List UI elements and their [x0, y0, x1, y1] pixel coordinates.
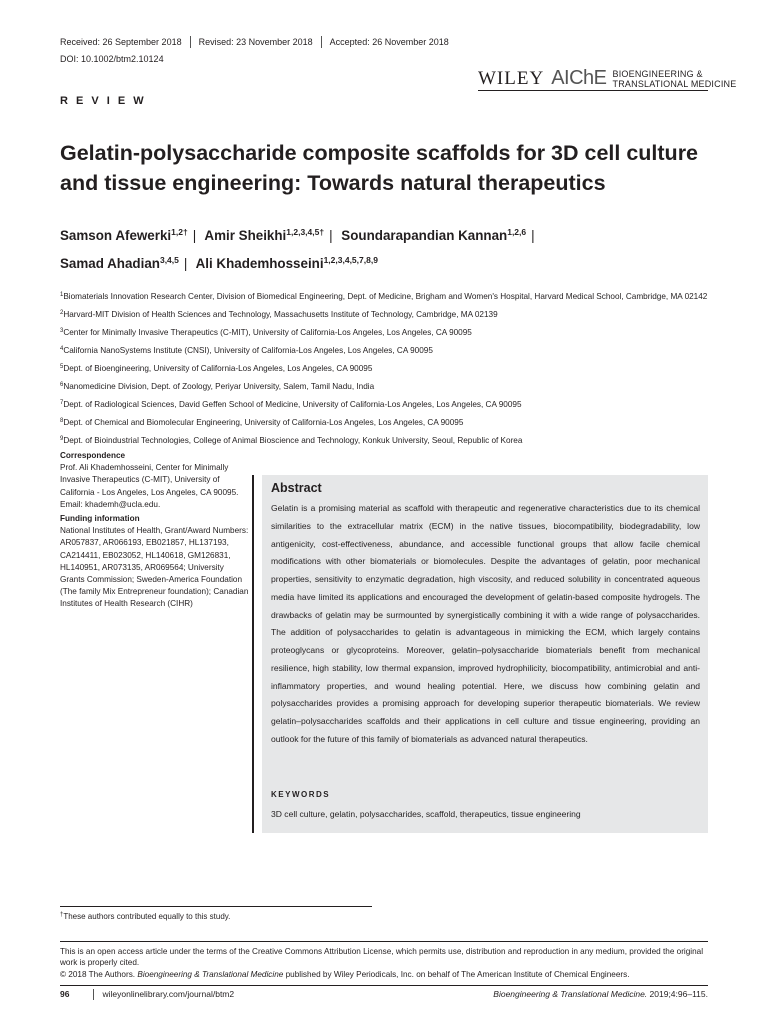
article-info-sidebar [60, 450, 250, 613]
author[interactable]: Ali Khademhosseini$^{1,2,3,4,5,7,8,9}$ [195, 255, 378, 271]
funding-text: National Institutes of Health, Grant/Award Numbers: AR057837, AR066193, EB021857, HL137193, CA214411, EB023052, HL140618, GM126831, HL140951, AR073135, AR069564; University Grants Commission; Sweden-America Foundation (The family Mix Entrepreneur foundation); Canadian Institutes of Health Research (CIHR) [60, 526, 249, 609]
correspondence-email[interactable]: Email: khademh@ucla.edu. [60, 499, 161, 509]
article-title: Gelatin-polysaccharide composite scaffolds for 3D cell culture and tissue engineering: Towards natural therapeutics [60, 141, 699, 195]
funding [60, 513, 250, 611]
revised-date: Revised: 23 November 2018 [198, 37, 313, 47]
correspondence-text: Prof. Ali Khademhosseini, Center for Minimally Invasive Therapeutics (C-MIT), University of California - Los Angeles, Los Angeles, CA 90095. [60, 463, 239, 497]
aiche-logo: AIChE [551, 67, 607, 89]
page-number: 96 [60, 989, 70, 999]
citation: Bioengineering & Translational Medicine. 2019;4:96–115. [493, 989, 708, 999]
affiliation: $^2$Harvard-MIT Division of Health Sciences and Technology, Massachusetts Institute of Technology, Cambridge, MA 02139 [60, 310, 498, 319]
funding-heading: Funding information [60, 514, 140, 524]
keywords-text: 3D cell culture, gelatin, polysaccharides, scaffold, therapeutics, tissue engineering [271, 809, 581, 819]
copyright: © 2018 The Authors. Bioengineering & Translational Medicine published by Wiley Periodicals, Inc. on behalf of The American Institute of Chemical Engineers. [60, 969, 630, 979]
affiliation: $^6$Nanomedicine Division, Dept. of Zoology, Periyar University, Salem, Tamil Nadu, India [60, 382, 375, 391]
journal-logo-line2: TRANSLATIONAL MEDICINE [612, 78, 737, 89]
author-separator: | [183, 256, 188, 271]
affiliation: $^7$Dept. of Radiological Sciences, David Geffen School of Medicine, University of California-Los Angeles, Los Angeles, CA 90095 [60, 400, 522, 409]
accepted-date: Accepted: 26 November 2018 [329, 37, 449, 47]
affiliation: $^4$California NanoSystems Institute (CNSI), University of California-Los Angeles, Los Angeles, CA 90095 [60, 346, 433, 355]
affiliation: $^3$Center for Minimally Invasive Therapeutics (C-MIT), University of California-Los Angeles, Los Angeles, CA 90095 [60, 328, 472, 337]
author[interactable]: Samson Afewerki$^{1,2\dagger}$ [60, 227, 188, 243]
abstract-heading: Abstract [271, 481, 322, 495]
wiley-logo: WILEY [478, 67, 545, 89]
correspondence [60, 450, 250, 511]
license-notice [60, 946, 708, 980]
keywords-heading: KEYWORDS [271, 790, 331, 799]
author[interactable]: Amir Sheikhi$^{1,2,3,4,5\dagger}$ [204, 227, 325, 243]
divider [93, 989, 94, 1000]
affiliation: $^1$Biomaterials Innovation Research Center, Division of Biomedical Engineering, Dept. of Medicine, Brigham and Women's Hospital, Harvard Medical School, Cambridge, MA 02142 [60, 292, 708, 301]
journal-url[interactable]: wileyonlinelibrary.com/journal/btm2 [102, 989, 235, 999]
doi[interactable]: DOI: 10.1002/btm2.10124 [60, 54, 164, 64]
author-separator: | [531, 228, 535, 243]
author[interactable]: Soundarapandian Kannan$^{1,2,6}$ [341, 227, 527, 243]
footer-left [60, 989, 234, 1000]
divider [190, 36, 191, 48]
footnote: †These authors contributed equally to this study. [60, 912, 231, 921]
article-type: R E V I E W [60, 95, 147, 107]
author-separator: | [192, 228, 197, 243]
abstract-rule [252, 475, 254, 833]
affiliations [60, 289, 720, 451]
received-date: Received: 26 September 2018 [60, 37, 182, 47]
divider [321, 36, 322, 48]
affiliation: $^5$Dept. of Bioengineering, University of California-Los Angeles, Los Angeles, CA 90095 [60, 364, 373, 373]
footnote-rule [60, 906, 372, 907]
journal-logo-text [613, 69, 737, 89]
footer-rule [60, 985, 708, 986]
author-list [60, 220, 740, 276]
license-text: This is an open access article under the terms of the Creative Commons Attribution License, which permits use, distribution and reproduction in any medium, provided the original work is properly cited. [60, 947, 704, 968]
author-separator: | [329, 228, 333, 243]
author[interactable]: Samad Ahadian$^{3,4,5}$ [60, 255, 179, 271]
abstract-text: Gelatin is a promising material as scaffold with therapeutic and regenerative characteristics due to its chemical similarities to the extracellular matrix (ECM) in the native tissues, biocompatibility, biodegradability, low antigenicity, cost-effectiveness, abundance, and accessible functional groups that allow facile chemical modifications with other biomaterials or biomolecules. Despite the advantages of gelatin, poor mechanical properties, sensitivity to enzymatic degradation, high viscosity, and reduced solubility in concentrated aqueous media have limited its applications and encouraged the development of gelatin-based composite hydrogels. The drawbacks of gelatin may be surmounted by synergistically combining it with a wide range of polysaccharides. The addition of polysaccharides to gelatin is advantageous in mimicking the ECM, which largely contains proteoglycans or glycoproteins. Moreover, gelatin–polysaccharide biomaterials benefit from mechanical resilience, high stability, low thermal expansion, improved hydrophilicity, biocompatibility, antimicrobial and anti-inflammatory properties, and wound healing potential. Here, we discuss how combining gelatin and polysaccharides provides a promising approach for developing superior therapeutic biomaterials. We review gelatin–polysaccharides scaffolds and their applications in cell culture and tissue engineering, providing an outlook for the future of this family of biomaterials as advanced natural therapeutics. [271, 503, 700, 744]
journal-logo-line1: BIOENGINEERING & [612, 68, 703, 79]
affiliation: $^8$Dept. of Chemical and Biomolecular Engineering, University of California-Los Angeles, Los Angeles, CA 90095 [60, 418, 464, 427]
license-rule [60, 941, 708, 942]
logo-rule [478, 90, 708, 91]
publisher-logo [478, 67, 736, 90]
affiliation: $^9$Dept. of Bioindustrial Technologies, College of Animal Bioscience and Technology, Konkuk University, Seoul, Republic of Korea [60, 436, 523, 445]
correspondence-heading: Correspondence [60, 451, 126, 460]
manuscript-dates [60, 37, 449, 49]
